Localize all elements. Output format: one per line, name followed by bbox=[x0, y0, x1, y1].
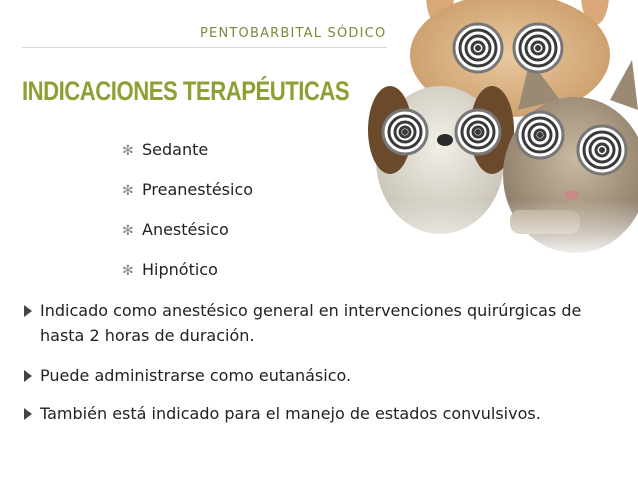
bullet-text: Puede administrarse como eutanásico. bbox=[40, 366, 352, 385]
list-item: ✻ Anestésico bbox=[122, 220, 229, 239]
list-item bbox=[22, 401, 618, 426]
triangle-bullet-icon bbox=[24, 305, 32, 317]
asterisk-bullet-icon: ✻ bbox=[122, 263, 134, 279]
asterisk-bullet-icon: ✻ bbox=[122, 143, 134, 159]
bullet-text: Indicado como anestésico general en intervenciones quirúrgicas de hasta 2 horas de duración. bbox=[40, 301, 582, 345]
bullet-text: También está indicado para el manejo de estados convulsivos. bbox=[40, 404, 541, 423]
list-item: ✻ Preanestésico bbox=[122, 180, 254, 199]
asterisk-bullet-icon: ✻ bbox=[122, 223, 134, 239]
list-item bbox=[22, 298, 618, 348]
triangle-bullet-icon bbox=[24, 408, 32, 420]
slide-header: PENTOBARBITAL SÓDICO bbox=[200, 26, 387, 41]
asterisk-bullet-icon: ✻ bbox=[122, 183, 134, 199]
slide-title: INDICACIONES TERAPÉUTICAS bbox=[22, 76, 350, 106]
list-item bbox=[22, 363, 618, 388]
list-item: ✻ Sedante bbox=[122, 140, 209, 159]
header-divider bbox=[22, 47, 387, 48]
hypnotized-animals-image bbox=[360, 0, 638, 260]
list-item: ✻ Hipnótico bbox=[122, 260, 218, 279]
triangle-bullet-icon bbox=[24, 370, 32, 382]
